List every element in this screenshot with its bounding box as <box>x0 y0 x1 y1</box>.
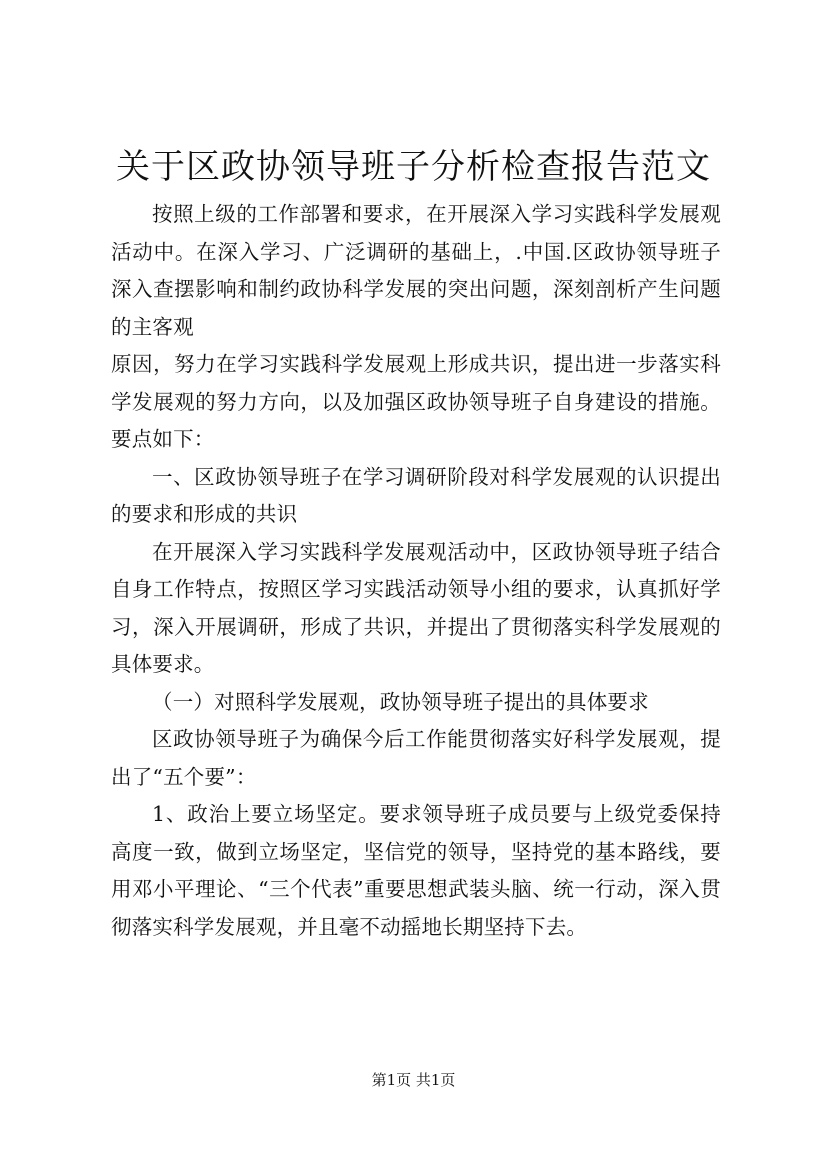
paragraph-1: 按照上级的工作部署和要求，在开展深入学习实践科学发展观活动中。在深入学习、广泛调研的基础上，.中国.区政协领导班子深入查摆影响和制约政协科学发展的突出问题，深刻剖析产生问题的主客观 <box>111 202 721 339</box>
paragraph-6: 区政协领导班子为确保今后工作能贯彻落实好科学发展观，提出了“五个要”： <box>111 727 721 789</box>
paragraph-5: （一）对照科学发展观，政协领导班子提出的具体要求 <box>152 689 649 714</box>
page-footer: 第1页 共1页 <box>371 1071 456 1089</box>
document-body <box>111 196 721 946</box>
paragraph-3: 一、区政协领导班子在学习调研阶段对科学发展观的认识提出的要求和形成的共识 <box>111 464 721 526</box>
paragraph-2: 原因，努力在学习实践科学发展观上形成共识，提出进一步落实科学发展观的努力方向，以及加强区政协领导班子自身建设的措施。要点如下： <box>111 352 721 451</box>
document-title: 关于区政协领导班子分析检查报告范文 <box>116 147 711 187</box>
paragraph-4: 在开展深入学习实践科学发展观活动中，区政协领导班子结合自身工作特点，按照区学习实践活动领导小组的要求，认真抓好学习，深入开展调研，形成了共识，并提出了贯彻落实科学发展观的具体要求。 <box>111 539 721 676</box>
paragraph-7: 1、政治上要立场坚定。要求领导班子成员要与上级党委保持高度一致，做到立场坚定，坚信党的领导，坚持党的基本路线，要用邓小平理论、“三个代表”重要思想武装头脑、统一行动，深入贯彻落实科学发展观，并且毫不动摇地长期坚持下去。 <box>111 802 721 939</box>
